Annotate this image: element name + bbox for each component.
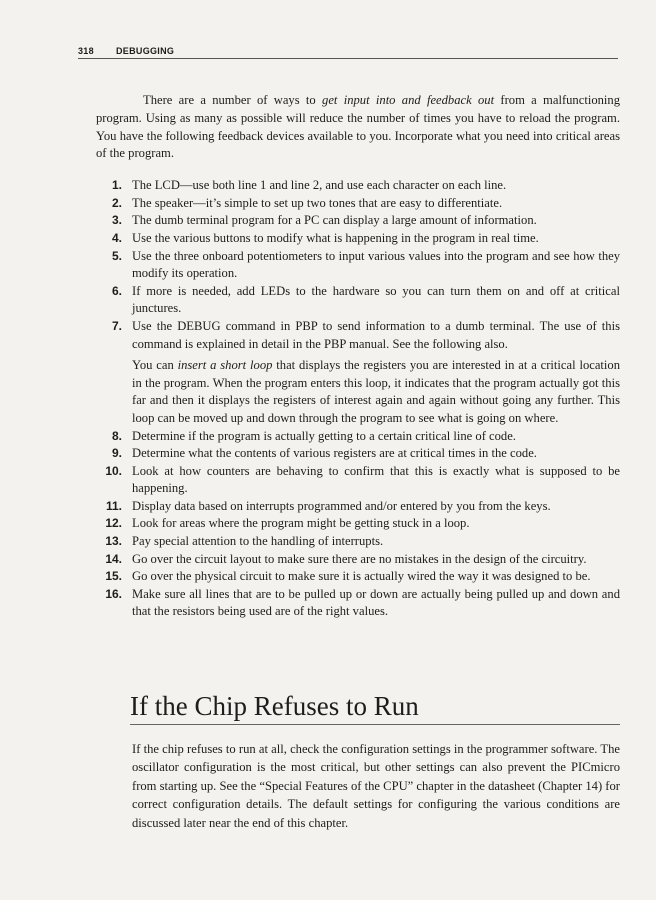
debug-technique-list bbox=[96, 177, 620, 621]
list-item-text: Look for areas where the program might be getting stuck in a loop. bbox=[132, 516, 470, 531]
intro-text-start: There are a number of ways to bbox=[143, 93, 323, 107]
list-item bbox=[96, 177, 620, 195]
list-item-number: 4. bbox=[111, 230, 122, 245]
list-item-subparagraph bbox=[132, 357, 620, 427]
sub-text-end: that displays the registers you are interested in at a critical location in the program. When the program enters this loop, it indicates that the program actually got this far and then it displays the registers of interest again and again without going any further. This loop can be moved up and down through the program to see what is going on where. bbox=[132, 358, 621, 425]
list-item-number: 11. bbox=[105, 498, 122, 513]
section-heading: If the Chip Refuses to Run bbox=[130, 690, 620, 725]
list-item-text: The dumb terminal program for a PC can display a large amount of information. bbox=[132, 213, 537, 228]
list-item-text: Make sure all lines that are to be pulled up or down are actually being pulled up and down and that the resistors being used are of the right values. bbox=[132, 586, 620, 619]
intro-emphasis: get input into and feedback out bbox=[322, 93, 495, 107]
list-item-number: 13. bbox=[105, 534, 122, 549]
list-item-text: Pay special attention to the handling of interrupts. bbox=[132, 534, 384, 549]
list-item bbox=[96, 498, 620, 516]
list-item bbox=[96, 195, 620, 213]
list-item-number: 1. bbox=[111, 178, 122, 193]
intro-text-end: from a malfunctioning program. Using as many as possible will reduce the number of times you have to reload the program. You have the following feedback devices available to you. Incorporate what you need into critical areas of the program. bbox=[96, 93, 621, 161]
list-item-text: Go over the circuit layout to make sure there are no mistakes in the design of the circuitry. bbox=[132, 551, 587, 566]
list-item bbox=[96, 428, 620, 446]
list-item-number: 3. bbox=[111, 213, 122, 228]
list-item bbox=[96, 445, 620, 463]
list-item-text: The speaker—it’s simple to set up two tones that are easy to differentiate. bbox=[132, 195, 503, 210]
running-section-title: DEBUGGING bbox=[116, 46, 175, 56]
sub-text-start: You can bbox=[132, 358, 178, 373]
list-item-number: 8. bbox=[111, 428, 122, 443]
list-item bbox=[96, 568, 620, 586]
section-paragraph: If the chip refuses to run at all, check the configuration settings in the programmer software. The oscillator configuration is the most critical, but other settings can also prevent the PICmicro from starting up. See the “Special Features of the CPU” chapter in the datasheet (Chapter 14) for correct configuration details. The default settings for configuring the various conditions are discussed later near the end of this chapter. bbox=[132, 742, 620, 830]
list-item-number: 14. bbox=[105, 551, 122, 566]
running-header bbox=[78, 44, 618, 59]
list-item-text: Determine what the contents of various registers are at critical times in the code. bbox=[132, 446, 537, 461]
list-item-number: 5. bbox=[111, 248, 122, 263]
list-item-text: Determine if the program is actually getting to a certain critical line of code. bbox=[132, 428, 516, 443]
list-item-text: Use the DEBUG command in PBP to send information to a dumb terminal. The use of this command is explained in detail in the PBP manual. See the following also. bbox=[132, 318, 620, 351]
list-item-number: 6. bbox=[111, 283, 122, 298]
list-item-text: The LCD—use both line 1 and line 2, and use each character on each line. bbox=[132, 178, 507, 193]
list-item bbox=[96, 533, 620, 551]
list-item bbox=[96, 212, 620, 230]
list-item-text: Go over the physical circuit to make sure it is actually wired the way it was designed to be. bbox=[132, 569, 591, 584]
list-item bbox=[96, 586, 620, 621]
intro-paragraph bbox=[96, 92, 620, 163]
list-item-text: Use the three onboard potentiometers to input various values into the program and see how they modify its operation. bbox=[132, 248, 620, 281]
list-item bbox=[96, 318, 620, 428]
list-item-number: 10. bbox=[105, 463, 122, 478]
list-item-text: If more is needed, add LEDs to the hardware so you can turn them on and off at critical junctures. bbox=[132, 283, 620, 316]
list-item bbox=[96, 551, 620, 569]
main-text bbox=[96, 92, 620, 621]
list-item-number: 9. bbox=[111, 446, 122, 461]
list-item bbox=[96, 248, 620, 283]
sub-emphasis: insert a short loop bbox=[177, 358, 273, 373]
list-item-text: Look at how counters are behaving to confirm that this is exactly what is supposed to be happening. bbox=[132, 463, 620, 496]
list-item-text: Use the various buttons to modify what is happening in the program in real time. bbox=[132, 230, 539, 245]
list-item bbox=[96, 283, 620, 318]
list-item-number: 12. bbox=[105, 516, 122, 531]
list-item bbox=[96, 463, 620, 498]
list-item-number: 2. bbox=[111, 195, 122, 210]
list-item-number: 7. bbox=[111, 318, 122, 333]
list-item bbox=[96, 515, 620, 533]
list-item-number: 15. bbox=[105, 569, 122, 584]
list-item-number: 16. bbox=[105, 586, 122, 601]
page-number: 318 bbox=[78, 46, 94, 56]
list-item bbox=[96, 230, 620, 248]
list-item-text: Display data based on interrupts programmed and/or entered by you from the keys. bbox=[132, 498, 551, 513]
